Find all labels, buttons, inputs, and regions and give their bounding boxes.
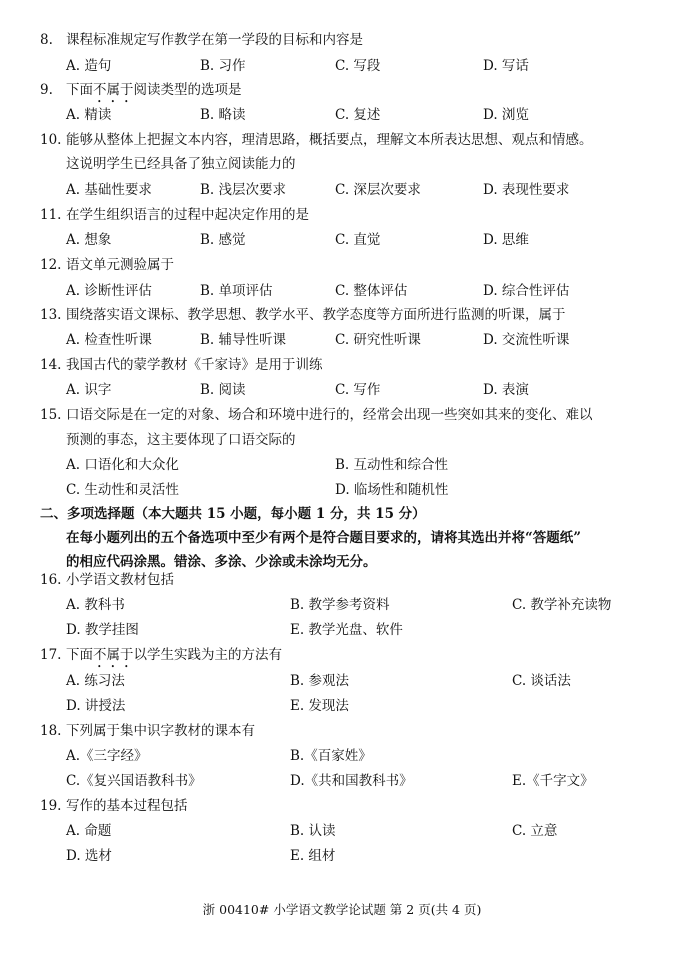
question-number: 8. bbox=[40, 32, 53, 48]
question-stem-continued: 预测的事态，这主要体现了口语交际的 bbox=[66, 432, 296, 448]
question-stem: 围绕落实语文课标、教学思想、教学水平、教学态度等方面所进行监测的听课，属于 bbox=[66, 307, 566, 323]
question-16 bbox=[40, 571, 174, 589]
question-number: 17. bbox=[40, 647, 62, 663]
option-d: D. 综合性评估 bbox=[483, 283, 570, 299]
option-d: D. 交流性听课 bbox=[483, 332, 570, 348]
section-instructions: 在每小题列出的五个备选项中至少有两个是符合题目要求的，请将其选出并将“答题纸” bbox=[66, 530, 582, 546]
option-b: B. 参观法 bbox=[290, 673, 350, 689]
question-stem-pre: 下面 bbox=[66, 647, 93, 663]
option-a: A. 命题 bbox=[66, 823, 112, 839]
option-c: C. 直觉 bbox=[335, 232, 381, 248]
question-number: 14. bbox=[40, 357, 62, 373]
option-c: C. 立意 bbox=[512, 823, 558, 839]
page-footer: 浙 00410# 小学语文教学论试题 第 2 页(共 4 页) bbox=[202, 902, 482, 917]
question-stem: 下列属于集中识字教材的课本有 bbox=[66, 723, 255, 739]
question-11 bbox=[40, 206, 309, 224]
option-d: D. 临场性和随机性 bbox=[335, 482, 449, 498]
option-a: A. 练习法 bbox=[66, 673, 125, 689]
question-17 bbox=[40, 646, 282, 671]
option-c: C. 生动性和灵活性 bbox=[66, 482, 179, 498]
question-stem-pre: 下面 bbox=[66, 82, 93, 98]
question-10 bbox=[40, 131, 593, 149]
option-d: D. 思维 bbox=[483, 232, 529, 248]
question-8 bbox=[40, 31, 363, 49]
question-stem-post: 以学生实践为主的方法有 bbox=[133, 647, 282, 663]
question-stem-emphasis: 不属于 bbox=[93, 82, 134, 98]
option-c: C. 写段 bbox=[335, 58, 381, 74]
question-stem: 口语交际是在一定的对象、场合和环境中进行的，经常会出现一些突如其来的变化、难以 bbox=[66, 407, 593, 423]
question-18 bbox=[40, 722, 255, 740]
question-number: 18. bbox=[40, 723, 62, 739]
question-number: 15. bbox=[40, 407, 62, 423]
option-a: A. 精读 bbox=[66, 107, 112, 123]
option-a: A. 口语化和大众化 bbox=[66, 457, 179, 473]
question-number: 19. bbox=[40, 798, 62, 814]
option-b: B. 阅读 bbox=[200, 382, 246, 398]
option-e: E. 组材 bbox=[290, 848, 336, 864]
question-number: 10. bbox=[40, 132, 62, 148]
option-b: B. 教学参考资料 bbox=[290, 597, 390, 613]
option-b: B.《百家姓》 bbox=[290, 748, 372, 764]
option-a: A. 想象 bbox=[66, 232, 112, 248]
option-b: B. 单项评估 bbox=[200, 283, 273, 299]
question-stem: 课程标准规定写作教学在第一学段的目标和内容是 bbox=[66, 32, 363, 48]
option-d: D. 教学挂图 bbox=[66, 622, 139, 638]
question-number: 12. bbox=[40, 257, 62, 273]
option-a: A. 教科书 bbox=[66, 597, 125, 613]
option-e: E.《千字文》 bbox=[512, 773, 594, 789]
question-15 bbox=[40, 406, 593, 424]
option-c: C. 写作 bbox=[335, 382, 381, 398]
question-stem: 小学语文教材包括 bbox=[66, 572, 174, 588]
option-d: D. 表演 bbox=[483, 382, 529, 398]
option-d: D. 选材 bbox=[66, 848, 112, 864]
question-stem: 写作的基本过程包括 bbox=[66, 798, 188, 814]
question-13 bbox=[40, 306, 566, 324]
question-stem: 我国古代的蒙学教材《千家诗》是用于训练 bbox=[66, 357, 323, 373]
option-d: D. 讲授法 bbox=[66, 698, 126, 714]
question-12 bbox=[40, 256, 174, 274]
option-b: B. 略读 bbox=[200, 107, 246, 123]
question-stem-emphasis: 不属于 bbox=[93, 647, 134, 663]
question-number: 9. bbox=[40, 82, 53, 98]
option-b: B. 习作 bbox=[200, 58, 246, 74]
option-b: B. 感觉 bbox=[200, 232, 246, 248]
question-stem: 语文单元测验属于 bbox=[66, 257, 174, 273]
option-d: D.《共和国教科书》 bbox=[290, 773, 413, 789]
section-instructions-continued: 的相应代码涂黑。错涂、多涂、少涂或未涂均无分。 bbox=[66, 554, 377, 570]
option-b: B. 辅导性听课 bbox=[200, 332, 287, 348]
option-e: E. 教学光盘、软件 bbox=[290, 622, 403, 638]
option-c: C. 研究性听课 bbox=[335, 332, 421, 348]
option-c: C. 教学补充读物 bbox=[512, 597, 612, 613]
question-19 bbox=[40, 797, 188, 815]
option-e: E. 发现法 bbox=[290, 698, 349, 714]
option-b: B. 认读 bbox=[290, 823, 336, 839]
option-c: C. 整体评估 bbox=[335, 283, 408, 299]
question-stem: 能够从整体上把握文本内容，理清思路，概括要点，理解文本所表达思想、观点和情感。 bbox=[66, 132, 593, 148]
option-a: A. 诊断性评估 bbox=[66, 283, 152, 299]
option-a: A. 检查性听课 bbox=[66, 332, 152, 348]
question-9 bbox=[40, 81, 242, 106]
option-d: D. 表现性要求 bbox=[483, 182, 570, 198]
option-b: B. 浅层次要求 bbox=[200, 182, 287, 198]
option-c: C.《复兴国语教科书》 bbox=[66, 773, 202, 789]
option-a: A.《三字经》 bbox=[66, 748, 148, 764]
section-title: 二、多项选择题（本大题共 15 小题，每小题 1 分，共 15 分） bbox=[40, 506, 426, 522]
option-b: B. 互动性和综合性 bbox=[335, 457, 449, 473]
question-stem-post: 阅读类型的选项是 bbox=[133, 82, 242, 98]
question-stem-continued: 这说明学生已经具备了独立阅读能力的 bbox=[66, 156, 296, 172]
option-c: C. 深层次要求 bbox=[335, 182, 421, 198]
question-14 bbox=[40, 356, 323, 374]
question-number: 11. bbox=[40, 207, 62, 223]
option-a: A. 造句 bbox=[66, 58, 112, 74]
question-number: 16. bbox=[40, 572, 62, 588]
question-stem: 在学生组织语言的过程中起决定作用的是 bbox=[66, 207, 309, 223]
option-d: D. 写话 bbox=[483, 58, 529, 74]
option-a: A. 基础性要求 bbox=[66, 182, 152, 198]
option-c: C. 谈话法 bbox=[512, 673, 571, 689]
option-d: D. 浏览 bbox=[483, 107, 529, 123]
option-c: C. 复述 bbox=[335, 107, 381, 123]
option-a: A. 识字 bbox=[66, 382, 112, 398]
question-number: 13. bbox=[40, 307, 62, 323]
